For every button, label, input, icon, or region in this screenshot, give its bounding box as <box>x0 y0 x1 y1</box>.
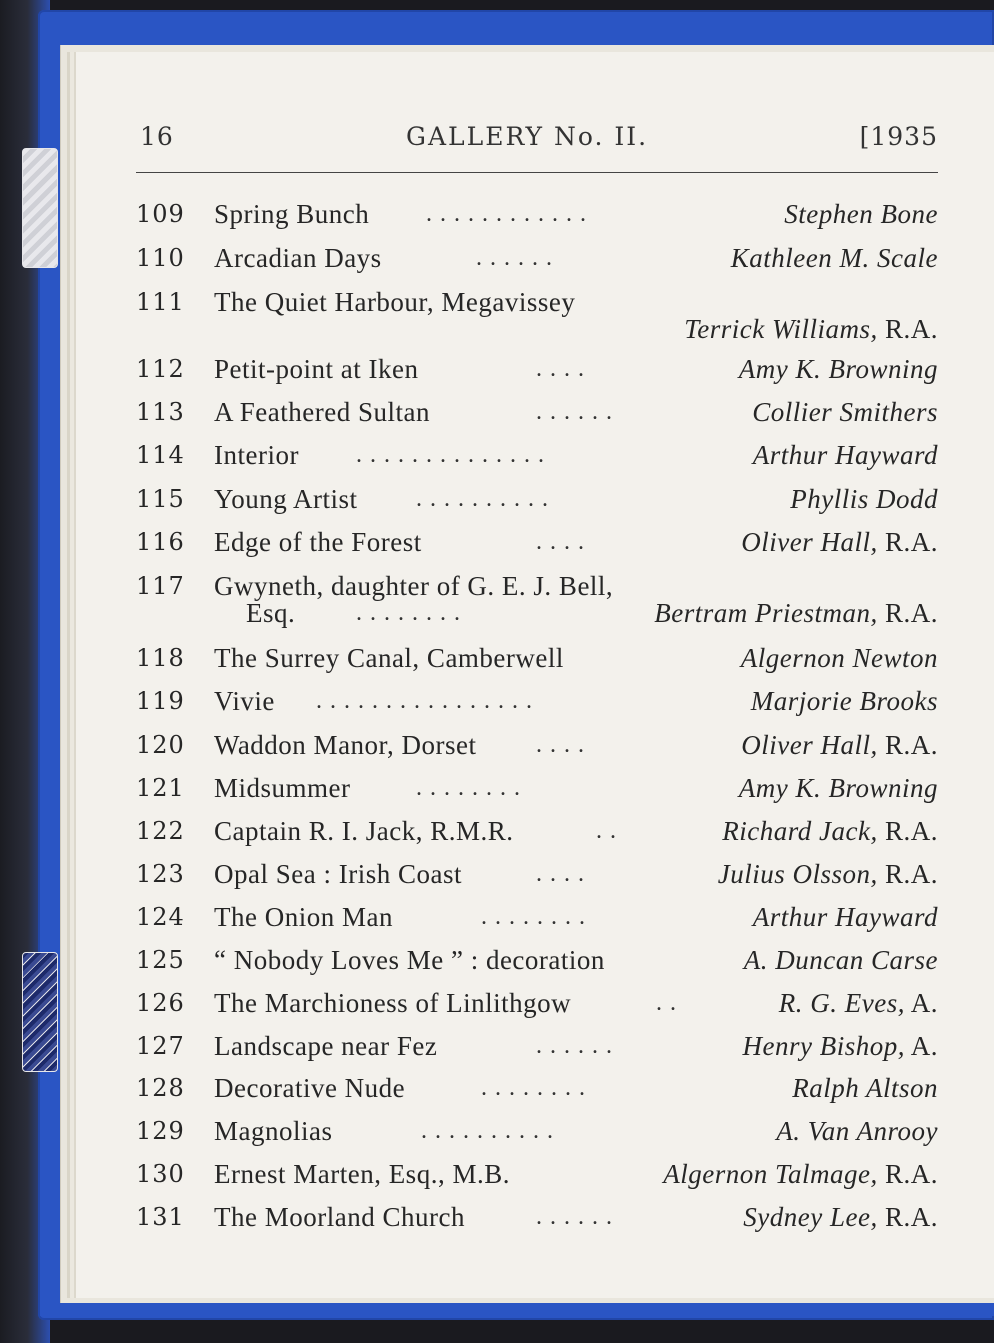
artist-honour: R.A. <box>877 598 938 628</box>
catalogue-entry <box>136 814 938 848</box>
leader-dots: . . . . <box>536 356 585 382</box>
entry-title: “ Nobody Loves Me ” : decoration <box>214 945 605 975</box>
leader-dots: . . . . . . <box>536 399 613 425</box>
entry-title: Spring Bunch <box>214 199 370 229</box>
catalogue-entry <box>136 1114 938 1148</box>
leader-dots: . . . . . . <box>536 1204 613 1230</box>
leader-dots: . . . . . . . . <box>416 775 521 801</box>
entry-number: 109 <box>136 200 185 228</box>
catalogue-entry <box>136 771 938 805</box>
catalogue-entry <box>136 241 938 275</box>
leader-dots: . . . . . . . . . . <box>416 486 549 512</box>
binding-tab-top <box>22 148 58 268</box>
catalogue-entry <box>136 1157 938 1191</box>
entry-artist: Amy K. Browning <box>738 354 938 384</box>
entry-number: 110 <box>136 244 185 272</box>
leader-dots: . . . . . . . . <box>356 600 461 626</box>
entry-title: A Feathered Sultan <box>214 397 430 427</box>
entry-title: Young Artist <box>214 484 358 514</box>
entry-artist: Stephen Bone <box>784 199 938 229</box>
entry-artist: Algernon Newton <box>740 643 938 673</box>
entry-number: 119 <box>136 687 185 715</box>
entry-number: 111 <box>136 288 185 316</box>
leader-dots: . . . . <box>536 529 585 555</box>
entry-number: 114 <box>136 441 185 469</box>
entry-title: Arcadian Days <box>214 243 382 273</box>
leader-dots: . . . . . . . . . . . . . . . . <box>316 688 533 714</box>
entry-number: 124 <box>136 903 185 931</box>
catalogue-entry <box>136 900 938 934</box>
entry-title: The Marchioness of Linlithgow <box>214 988 572 1018</box>
page-number: 16 <box>140 122 174 151</box>
catalogue-entry <box>136 197 938 231</box>
catalogue-entry <box>136 352 938 386</box>
leader-dots: . . . . . . . . . . . . . . <box>356 442 545 468</box>
catalogue-entry <box>136 1029 938 1063</box>
entry-number: 120 <box>136 731 185 759</box>
entry-number: 112 <box>136 355 185 383</box>
catalogue-entry <box>136 569 938 628</box>
artist-honour: R.A. <box>877 859 938 889</box>
catalogue-entry <box>136 395 938 429</box>
entry-title: Edge of the Forest <box>214 527 422 557</box>
entry-title: Ernest Marten, Esq., M.B. <box>214 1159 510 1189</box>
entry-artist: Amy K. Browning <box>738 773 938 803</box>
entry-number: 122 <box>136 817 185 845</box>
catalogue-entry <box>136 438 938 472</box>
entry-title: Landscape near Fez <box>214 1031 438 1061</box>
leader-dots: . . . . . . . . <box>481 1075 586 1101</box>
entry-artist: Phyllis Dodd <box>790 484 938 514</box>
entry-number: 126 <box>136 989 185 1017</box>
entry-artist: Marjorie Brooks <box>750 686 938 716</box>
entry-artist: Henry Bishop, A. <box>742 1031 938 1061</box>
entry-title: Midsummer <box>214 773 351 803</box>
entry-artist: Arthur Hayward <box>752 440 938 470</box>
catalogue-entry <box>136 728 938 762</box>
entry-number: 130 <box>136 1160 185 1188</box>
entry-artist: Arthur Hayward <box>752 902 938 932</box>
entry-title: Opal Sea : Irish Coast <box>214 859 462 889</box>
leader-dots: . . . . . . <box>536 1033 613 1059</box>
entry-artist: A. Van Anrooy <box>776 1116 938 1146</box>
catalogue-entry <box>136 482 938 516</box>
entry-title: Vivie <box>214 686 275 716</box>
entry-artist: R. G. Eves, A. <box>778 988 938 1018</box>
entry-artist: A. Duncan Carse <box>743 945 938 975</box>
entry-number: 129 <box>136 1117 185 1145</box>
catalogue-entry <box>136 684 938 718</box>
entry-number: 116 <box>136 528 185 556</box>
entry-number: 131 <box>136 1203 185 1231</box>
entry-number: 117 <box>136 572 185 600</box>
entry-title: Interior <box>214 440 299 470</box>
catalogue-entry <box>136 857 938 891</box>
catalogue-entry <box>136 1200 938 1234</box>
artist-honour: A. <box>904 1031 938 1061</box>
entry-number: 115 <box>136 485 185 513</box>
leader-dots: . . . . . . . . <box>481 904 586 930</box>
catalogue-entry <box>136 525 938 559</box>
entry-number: 125 <box>136 946 185 974</box>
catalogue-entry <box>136 986 938 1020</box>
entry-artist: Richard Jack, R.A. <box>722 816 938 846</box>
artist-honour: R.A. <box>877 1159 938 1189</box>
catalogue-entries <box>136 0 938 1343</box>
artist-honour: R.A. <box>877 314 938 344</box>
catalogue-entry <box>136 1071 938 1105</box>
gallery-title: GALLERY No. II. <box>406 122 649 151</box>
entry-artist: Kathleen M. Scale <box>730 243 938 273</box>
entry-number: 127 <box>136 1032 185 1060</box>
entry-artist: Algernon Talmage, R.A. <box>663 1159 938 1189</box>
entry-title: Decorative Nude <box>214 1073 406 1103</box>
catalogue-entry <box>136 641 938 675</box>
artist-honour: R.A. <box>877 816 938 846</box>
entry-number: 123 <box>136 860 185 888</box>
entry-title: The Quiet Harbour, Megavissey <box>214 287 576 317</box>
entry-title: The Surrey Canal, Camberwell <box>214 643 564 673</box>
leader-dots: . . . . <box>536 732 585 758</box>
entry-number: 121 <box>136 774 185 802</box>
entry-artist: Julius Olsson, R.A. <box>717 859 938 889</box>
leader-dots: . . . . <box>536 861 585 887</box>
leader-dots: . . . . . . <box>476 245 553 271</box>
entry-artist: Bertram Priestman, R.A. <box>654 598 938 628</box>
artist-honour: R.A. <box>877 527 938 557</box>
entry-artist: Oliver Hall, R.A. <box>741 527 938 557</box>
entry-title: Petit-point at Iken <box>214 354 419 384</box>
catalogue-entry <box>136 285 938 344</box>
entry-title: Magnolias <box>214 1116 333 1146</box>
entry-title: Waddon Manor, Dorset <box>214 730 477 760</box>
entry-title: Gwyneth, daughter of G. E. J. Bell, <box>214 571 614 601</box>
entry-title: The Moorland Church <box>214 1202 465 1232</box>
entry-title: The Onion Man <box>214 902 393 932</box>
binding-tab-bottom <box>22 952 58 1072</box>
artist-honour: R.A. <box>877 1202 938 1232</box>
artist-honour: A. <box>904 988 938 1018</box>
entry-title-continued: Esq. <box>246 598 296 628</box>
leader-dots: . . . . . . . . . . <box>421 1118 554 1144</box>
entry-artist: Ralph Altson <box>792 1073 938 1103</box>
entry-number: 118 <box>136 644 185 672</box>
catalogue-entry <box>136 943 938 977</box>
entry-artist: Terrick Williams, R.A. <box>684 314 938 344</box>
leader-dots: . . . . . . . . . . . . <box>426 201 587 227</box>
entry-number: 113 <box>136 398 185 426</box>
year-label: [1935 <box>859 122 938 151</box>
leader-dots: . . <box>656 990 677 1016</box>
entry-artist: Collier Smithers <box>752 397 938 427</box>
entry-artist: Sydney Lee, R.A. <box>743 1202 938 1232</box>
artist-honour: R.A. <box>877 730 938 760</box>
entry-title: Captain R. I. Jack, R.M.R. <box>214 816 514 846</box>
entry-artist: Oliver Hall, R.A. <box>741 730 938 760</box>
leader-dots: . . <box>596 818 617 844</box>
entry-number: 128 <box>136 1074 185 1102</box>
